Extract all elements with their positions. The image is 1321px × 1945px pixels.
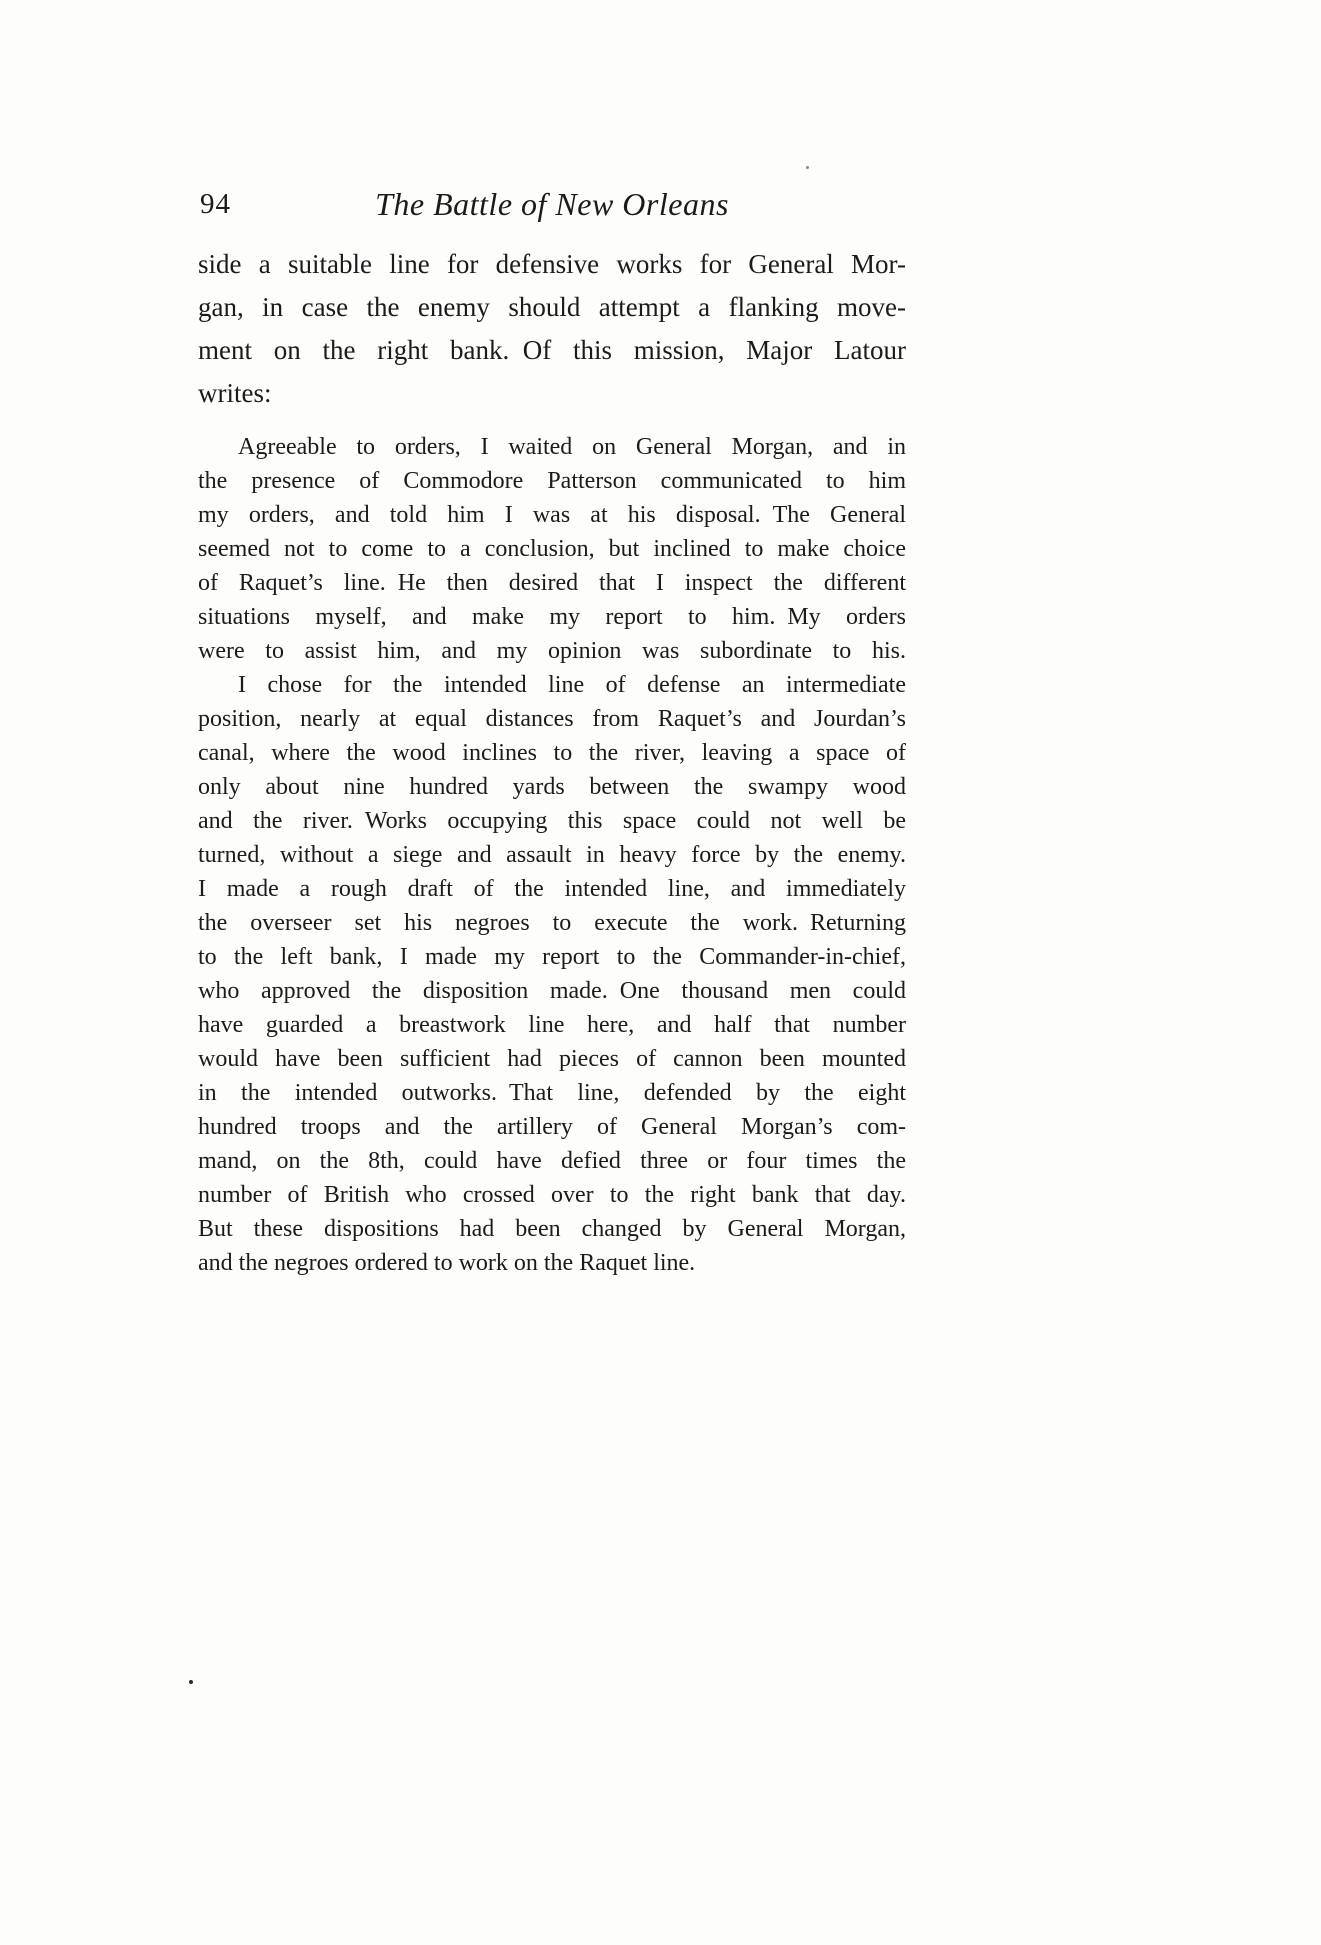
text-line: position, nearly at equal distances from Raquet’s and Jourdan’s: [198, 706, 906, 732]
text-line: my orders, and told him I was at his disposal. The General: [198, 502, 906, 528]
paragraph-intro: [198, 243, 906, 415]
text-line: of Raquet’s line. He then desired that I inspect the different: [198, 570, 906, 596]
text-column: [198, 0, 906, 1280]
text-line: have guarded a breastwork line here, and half that number: [198, 1012, 906, 1038]
text-line: and the negroes ordered to work on the Raquet line.: [198, 1250, 696, 1276]
text-line: side a suitable line for defensive works for General Mor-: [198, 249, 906, 279]
text-line: who approved the disposition made. One thousand men could: [198, 978, 906, 1004]
paragraph-quote-1: [198, 430, 906, 668]
text-line: to the left bank, I made my report to the Commander-in-chief,: [198, 944, 906, 970]
text-line: turned, without a siege and assault in heavy force by the enemy.: [198, 842, 906, 868]
text-line: situations myself, and make my report to him. My orders: [198, 604, 906, 630]
text-line: Agreeable to orders, I waited on General Morgan, and in: [238, 434, 906, 460]
text-line: gan, in case the enemy should attempt a flanking move-: [198, 292, 906, 322]
text-line: hundred troops and the artillery of General Morgan’s com-: [198, 1114, 906, 1140]
page-number: 94: [200, 188, 231, 220]
text-line: I chose for the intended line of defense an intermediate: [238, 672, 906, 698]
page-header: [198, 182, 906, 226]
running-title: The Battle of New Orleans: [375, 186, 729, 222]
text-line: number of British who crossed over to the right bank that day.: [198, 1182, 906, 1208]
text-line: the presence of Commodore Patterson communicated to him: [198, 468, 906, 494]
scan-speck: [806, 166, 809, 169]
text-line: ment on the right bank. Of this mission, Major Latour: [198, 335, 906, 365]
text-line: I made a rough draft of the intended line, and immediately: [198, 876, 906, 902]
text-line: writes:: [198, 378, 272, 408]
text-line: only about nine hundred yards between the swampy wood: [198, 774, 906, 800]
text-line: in the intended outworks. That line, defended by the eight: [198, 1080, 906, 1106]
text-line: and the river. Works occupying this space could not well be: [198, 808, 906, 834]
text-line: But these dispositions had been changed by General Morgan,: [198, 1216, 906, 1242]
scan-speck: [189, 1680, 193, 1684]
text-line: mand, on the 8th, could have defied three or four times the: [198, 1148, 906, 1174]
text-line: would have been sufficient had pieces of cannon been mounted: [198, 1046, 906, 1072]
text-line: the overseer set his negroes to execute the work. Returning: [198, 910, 906, 936]
text-line: canal, where the wood inclines to the river, leaving a space of: [198, 740, 906, 766]
text-line: were to assist him, and my opinion was subordinate to his.: [198, 638, 906, 664]
text-line: seemed not to come to a conclusion, but inclined to make choice: [198, 536, 906, 562]
paragraph-quote-2: [198, 668, 906, 1280]
